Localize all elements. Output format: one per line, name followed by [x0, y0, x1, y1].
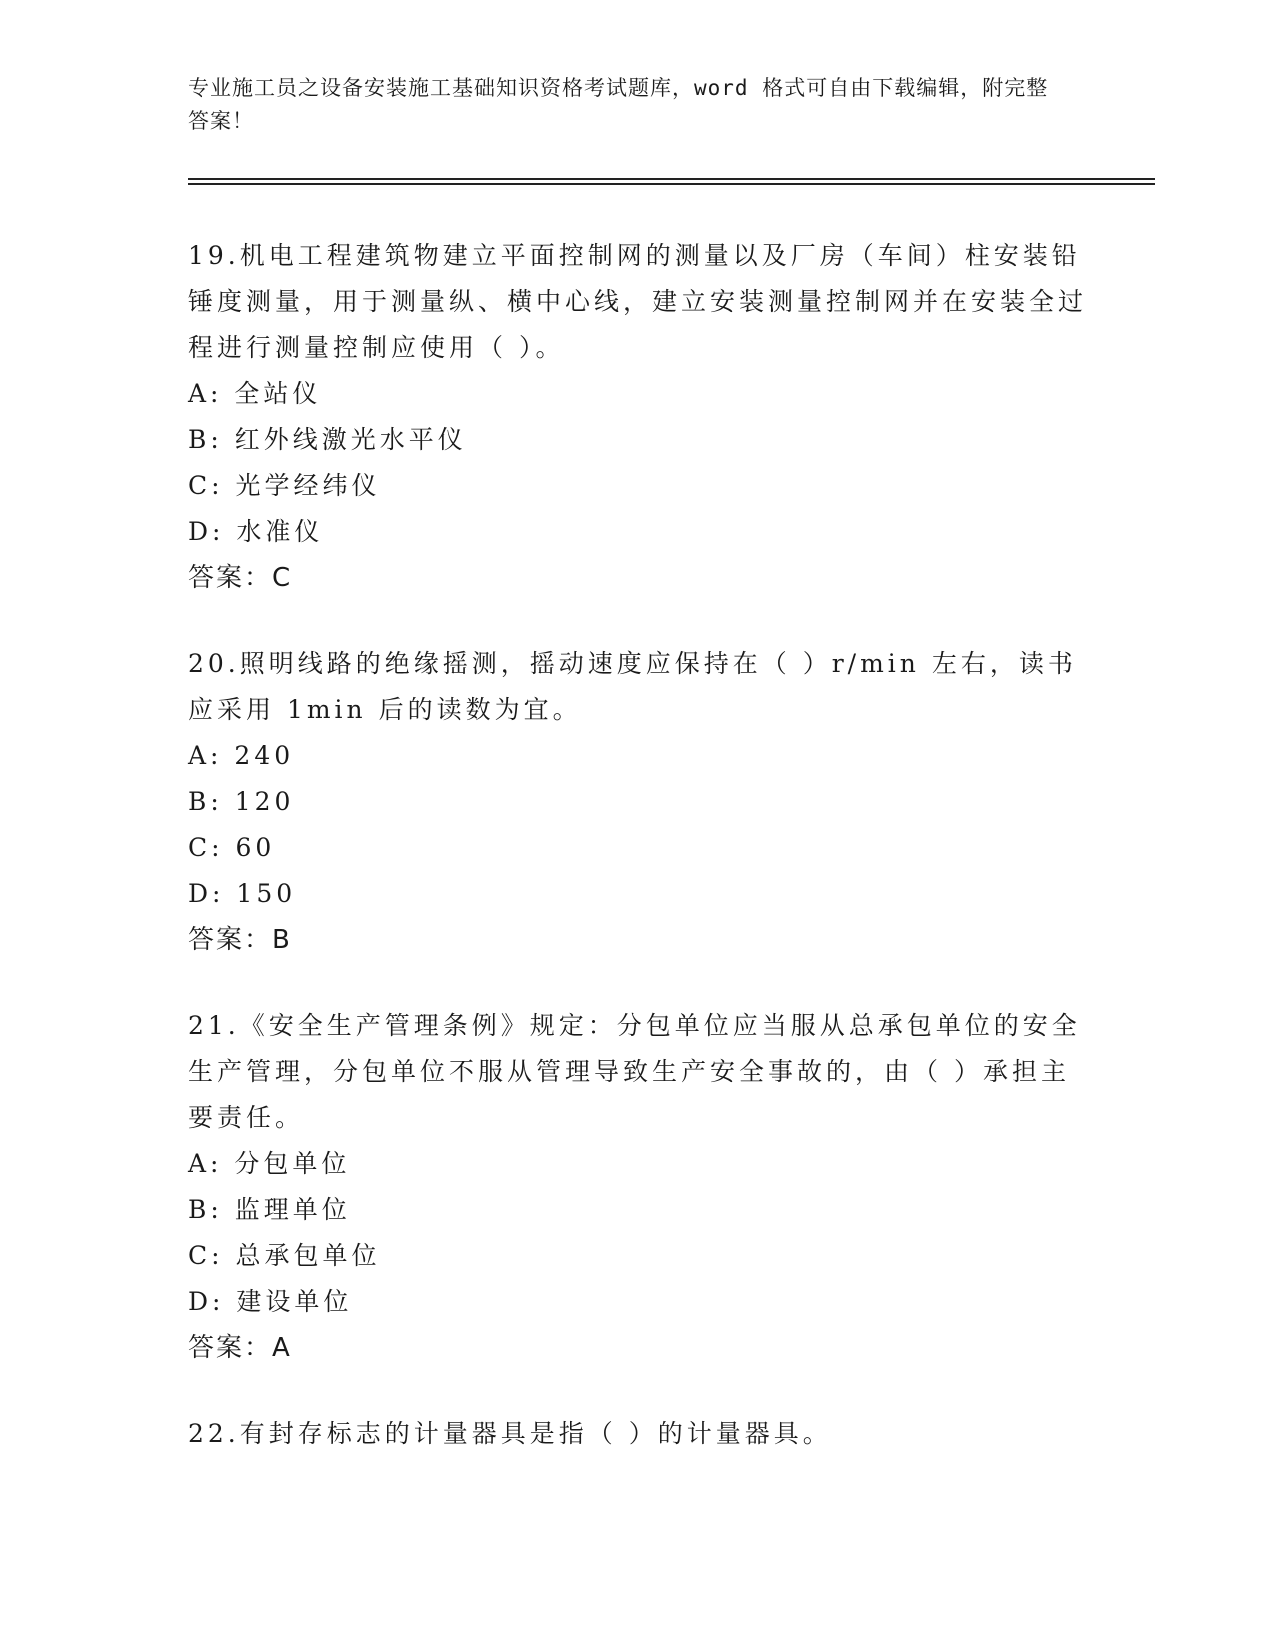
option-a: A: 全站仪 — [188, 379, 322, 408]
option-a: A: 240 — [188, 741, 295, 770]
question-22 — [188, 1411, 1088, 1457]
question-stem: 19.机电工程建筑物建立平面控制网的测量以及厂房（车间）柱安装铅锤度测量，用于测量纵、横中心线，建立安装测量控制网并在安装全过程进行测量控制应使用（ ）。 — [188, 241, 1088, 362]
document-header: 专业施工员之设备安装施工基础知识资格考试题库，word 格式可自由下载编辑，附完整答案！ — [188, 76, 1049, 133]
option-d: D: 建设单位 — [188, 1287, 353, 1316]
question-21 — [188, 1003, 1088, 1371]
option-d: D: 水准仪 — [188, 517, 324, 546]
option-c: C: 总承包单位 — [188, 1241, 381, 1270]
header-divider-line — [188, 183, 1155, 185]
question-20 — [188, 641, 1088, 963]
question-stem: 21.《安全生产管理条例》规定：分包单位应当服从总承包单位的安全生产管理，分包单位不服从管理导致生产安全事故的，由（ ）承担主要责任。 — [188, 1011, 1081, 1132]
answer-text: 答案：A — [188, 1333, 292, 1363]
header-divider-line — [188, 178, 1155, 180]
option-b: B: 120 — [188, 787, 295, 816]
question-stem: 20.照明线路的绝缘摇测，摇动速度应保持在（ ）r/min 左右，读书应采用 1min 后的读数为宜。 — [188, 649, 1077, 724]
question-19 — [188, 233, 1088, 601]
option-b: B: 监理单位 — [188, 1195, 351, 1224]
question-stem: 22.有封存标志的计量器具是指（ ）的计量器具。 — [188, 1419, 832, 1448]
option-a: A: 分包单位 — [188, 1149, 351, 1178]
option-b: B: 红外线激光水平仪 — [188, 425, 467, 454]
option-c: C: 60 — [188, 833, 276, 862]
answer-text: 答案：B — [188, 925, 292, 955]
option-d: D: 150 — [188, 879, 297, 908]
question-list — [188, 233, 1088, 1497]
answer-text: 答案：C — [188, 563, 293, 593]
option-c: C: 光学经纬仪 — [188, 471, 381, 500]
